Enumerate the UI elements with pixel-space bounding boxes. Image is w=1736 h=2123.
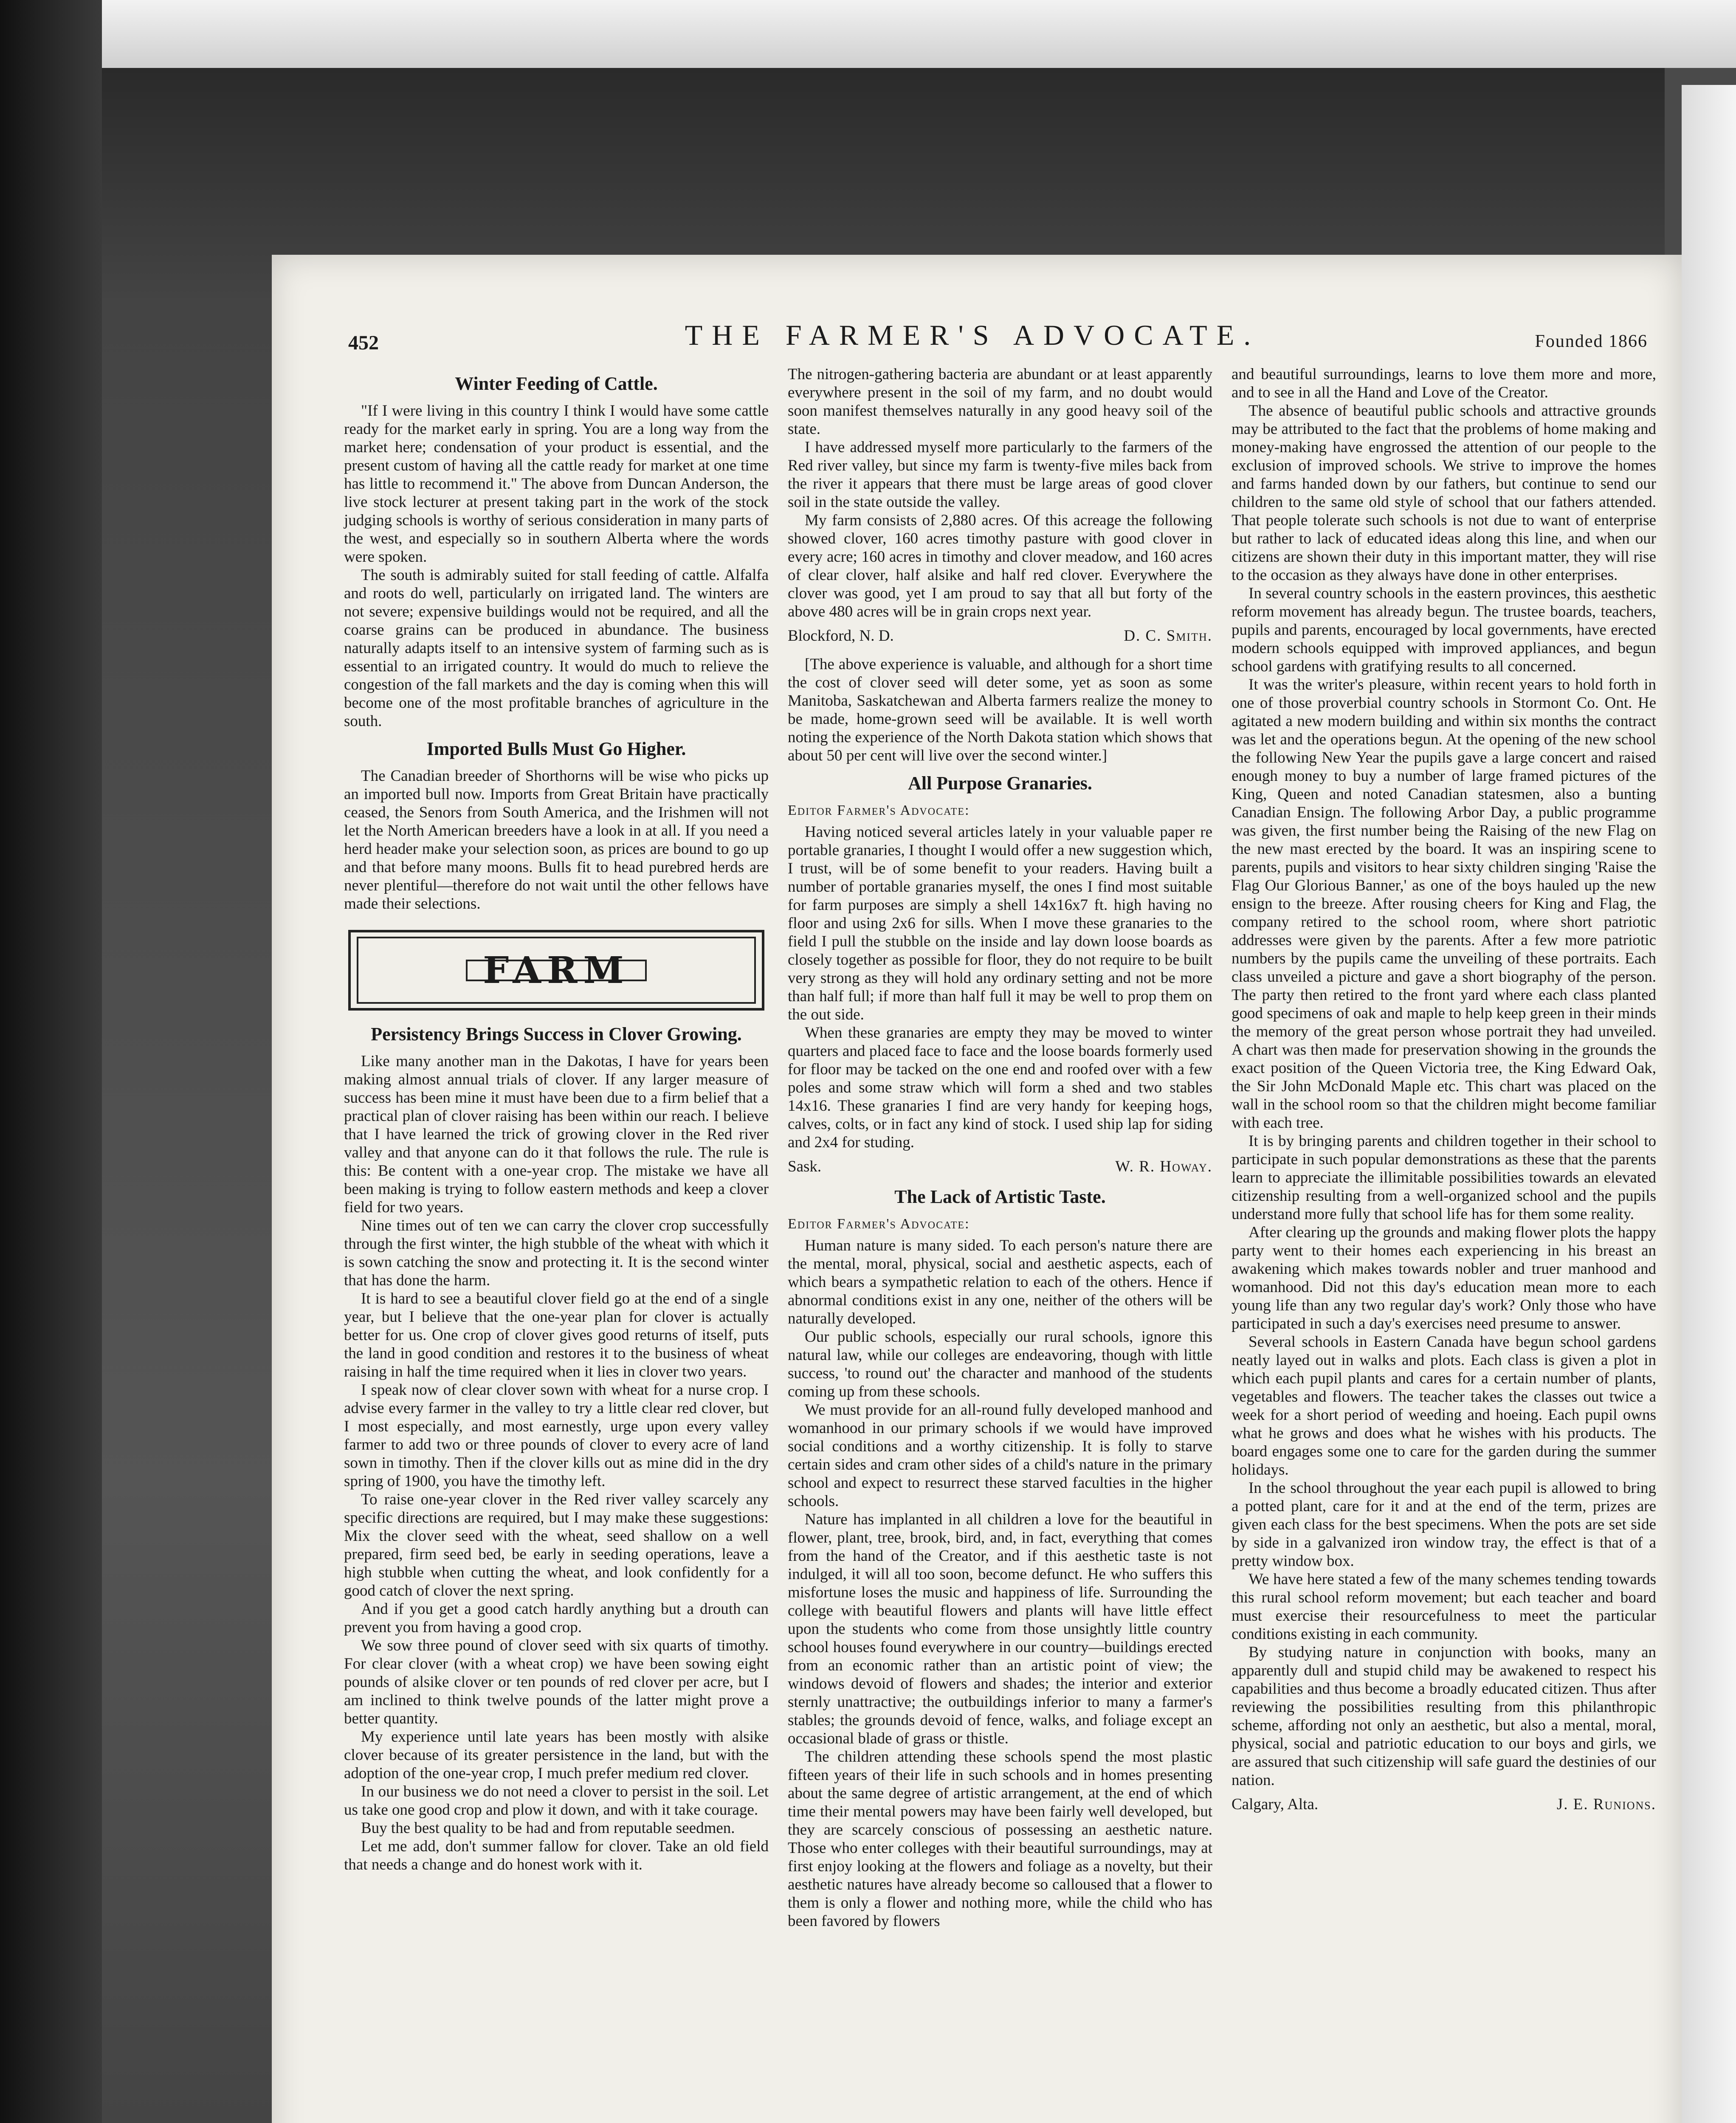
founded-note: Founded 1866 — [1535, 332, 1648, 351]
paragraph: I have addressed myself more particularly to the farmers of the Red river valley, but since my farm is twenty-five miles back from the river it appears that there must be large areas of good clover soil in the state outside the valley. — [788, 439, 1212, 511]
farm-banner-frame — [357, 937, 756, 1004]
signature-place: Blockford, N. D. — [788, 627, 894, 645]
paragraph: We sow three pound of clover seed with six quarts of timothy. For clear clover (with a wheat crop) we have been sowing eight pounds of alsike clover or ten pounds of red clover per acre, but I am inclined to think twelve pounds of the latter might prove a better quantity. — [344, 1637, 769, 1727]
masthead-title: THE FARMER'S ADVOCATE. — [685, 319, 1260, 351]
paragraph: I speak now of clear clover sown with wheat for a nurse crop. I advise every farmer in the valley to try a little clear red clover, but I most especially, and most earnestly, urge upon every valley farmer to add two or three pounds of clover to every acre of land sown in timothy. Then if the clover kills out as mine did in the dry spring of 1900, you have the timothy left. — [344, 1381, 769, 1490]
signature-place: Sask. — [788, 1158, 822, 1175]
running-head — [272, 318, 1682, 369]
article-title-granaries: All Purpose Granaries. — [908, 773, 1092, 794]
page-edge-right — [1682, 85, 1736, 2123]
paragraph: By studying nature in conjunction with books, many an apparently dull and stupid child may be awakened to respect his capabilities and thus become a broadly educated citizen. Thus after reviewing the possibilities resulting from this philanthropic scheme, affording not only an aesthetic, but also a mental, moral, physical, social and patriotic education to our boys and girls, we are assured that such citizenship will safe guard the destinies of our nation. — [1232, 1644, 1656, 1789]
paragraph: The Canadian breeder of Shorthorns will be wise who picks up an imported bull now. Imports from Great Britain have practically ceased, the Senors from South America, and the Irishmen will not let the North American breeders have a look in at all. If you need a herd header make your selection soon, as prices are bound to go up and that before many moons. Bulls fit to head purebred herds are never plentiful—therefore do not wait until the other fellows have made their selections. — [344, 767, 769, 912]
paragraph: Nine times out of ten we can carry the clover crop successfully through the first winter, the high stubble of the wheat with which it is sown catching the snow and protecting it. It is the second winter that has done the harm. — [344, 1217, 769, 1289]
paragraph: Nature has implanted in all children a love for the beautiful in flower, plant, tree, brook, bird, and, in fact, everything that comes from the hand of the Creator, and if this aesthetic taste is not indulged, it will all too soon, become defunct. He who suffers this misfortune loses the music and happiness of life. Surrounding the college with beautiful flowers and plants will have little effect upon the students who come from those unsightly little country school houses found everywhere in our country—buildings erected from an economic rather than an artistic point of view; the windows devoid of flowers and shades; the interior and exterior sternly unattractive; the outbuildings inferior to many a farmer's stables; the grounds devoid of fence, walks, and foliage except an occasional blade of grass or thistle. — [788, 1511, 1212, 1747]
paragraph: In our business we do not need a clover to persist in the soil. Let us take one good crop and plow it down, and with it take courage. — [344, 1783, 769, 1819]
column-2 — [788, 365, 1212, 1930]
paragraph: My farm consists of 2,880 acres. Of this acreage the following showed clover, 160 acres timothy pasture with good clover in every acre; 160 acres in timothy and clover meadow, and 160 acres of clear clover, half alsike and half red clover. Everywhere the clover was good, yet I am proud to say that all but forty of the above 480 acres will be in grain crops next year. — [788, 512, 1212, 620]
paragraph: We have here stated a few of the many schemes tending towards this rural school reform movement; but each teacher and board must exercise their resourcefulness to meet the particular conditions existing in each community. — [1232, 1571, 1656, 1643]
signature-name: W. R. Howay. — [1115, 1158, 1212, 1175]
paragraph: Several schools in Eastern Canada have begun school gardens neatly layed out in walks and plots. Each class is given a plot in which each pupil plants and cares for a certain number of plants, vegetables and flowers. The teacher takes the classes out twice a week for a short period of weeding and hoeing. Each pupil owns what he grows and does what he wishes with his products. The board engages some one to care for the garden during the summer holidays. — [1232, 1333, 1656, 1478]
paragraph: My experience until late years has been mostly with alsike clover because of its greater persistence in the land, but with the adoption of the one-year crop, I much prefer medium red clover. — [344, 1728, 769, 1782]
signature-place: Calgary, Alta. — [1232, 1796, 1319, 1813]
paragraph: The absence of beautiful public schools and attractive grounds may be attributed to the fact that the problems of home making and money-making have engrossed the attention of our people to the exclusion of improved schools. We strive to improve the homes and farms handed down by our fathers, but continue to send our children to the same old style of school that our fathers attended. That people tolerate such schools is not due to want of enterprise but rather to lack of educated ideas along this line, and when our citizens are shown their duty in this important matter, they will rise to the occasion as they always have done in other enterprises. — [1232, 402, 1656, 584]
paragraph: and beautiful surroundings, learns to love them more and more, and to see in all the Hand and Love of the Creator. — [1232, 366, 1656, 401]
paragraph: Buy the best quality to be had and from reputable seedmen. — [361, 1819, 735, 1837]
editor-salutation: Editor Farmer's Advocate: — [788, 802, 970, 818]
paragraph: The south is admirably suited for stall feeding of cattle. Alfalfa and roots do well, particularly on irrigated land. The winters are not severe; expensive buildings would not be required, and all the coarse grains can be produced in abundance. The business naturally adapts itself to an intensive system of farming such as is essential to an irrigated country. It would do much to relieve the congestion of the fall markets and the day is coming when this will become one of the most profitable branches of agriculture in the south. — [344, 566, 769, 730]
article-title-artistic-taste: The Lack of Artistic Taste. — [894, 1186, 1106, 1207]
article-title-clover: Persistency Brings Success in Clover Growing. — [371, 1024, 742, 1045]
paragraph: The nitrogen-gathering bacteria are abundant or at least apparently everywhere present in the soil of my farm, and no doubt would soon manifest themselves naturally in any good heavy soil of the state. — [788, 366, 1212, 438]
paragraph: In the school throughout the year each pupil is allowed to bring a potted plant, care for it and at the end of the term, prizes are given each class for the best specimens. When the pots are set side by side in a galvanized iron window tray, the effect is that of a pretty window box. — [1232, 1479, 1656, 1570]
editor-note: [The above experience is valuable, and although for a short time the cost of clover seed will deter some, yet as soon as some Manitoba, Saskatchewan and Alberta farmers realize the money to be made, home-grown seed will be available. It is well worth noting the experience of the North Dakota station which shows that about 50 per cent will live over the second winter.] — [788, 656, 1212, 764]
paragraph: Our public schools, especially our rural schools, ignore this natural law, while our colleges are endeavoring, though with little success, 'to round out' the character and manhood of the students coming up from these schools. — [788, 1328, 1212, 1400]
paragraph: The children attending these schools spend the most plastic fifteen years of their life in such schools and in homes presenting about the same degree of artistic arrangement, at the end of which time their mental powers may have been fairly well developed, but they are scarcely conscious of possessing an aesthetic nature. Those who enter colleges with their beautiful surroundings, may at first enjoy looking at the flowers and foliage as a novelty, but their aesthetic natures have already become so calloused that a flower to them is only a flower and nothing more, while the child who has been favored by flowers — [788, 1748, 1212, 1930]
paragraph: It was the writer's pleasure, within recent years to hold forth in one of those proverbial country schools in Stormont Co. Ont. He agitated a new modern building and within six months the contract was let and the operations begun. At the opening of the new school the following New Year the pupils gave a large concert and raised enough money to buy a number of large framed pictures of the King, Queen and noted Canadian statesmen, also a bunting Canadian Ensign. The following Arbor Day, a public programme was given, the first number being the Raising of the new Flag on the new mast erected by the board. It was an inspiring scene to parents, pupils and visitors to hear sixty children singing 'Raise the Flag Our Glorious Banner,' as one of the boys hauled up the new ensign to the breeze. After rousing cheers for King and Flag, the company retired to the school room, where short patriotic addresses were given by the parents. After a few more patriotic numbers by the pupils came the unveiling of these portraits. Each class unveiled a picture and gave a short biography of the person. The party then retired to the front yard where each class planted good specimens of oak and maple to help keep green in their minds the memory of the great person whose portrait they had unveiled. A chart was then made for preservation showing in the grounds the exact position of the Queen Victoria tree, the King Edward Oak, the Sir John McDonald Maple etc. This chart was placed on the wall in the school room so that the children might become familiar with each tree. — [1232, 676, 1656, 1132]
paragraph: When these granaries are empty they may be moved to winter quarters and placed face to face and the loose boards formerly used for floor may be tacked on the one end and roofed over with a few poles and some straw which will form a shed and two stables 14x16. These granaries I find are very handy for keeping hogs, calves, colts, or in fact any kind of stock. I used ship lap for siding and 2x4 for studing. — [788, 1024, 1212, 1151]
newspaper-page — [272, 255, 1682, 2123]
paragraph: "If I were living in this country I think I would have some cattle ready for the market early in spring. You are a long way from the market here; condensation of your product is essential, and the present custom of having all the cattle ready for market at one time has little to recommend it." The above from Duncan Anderson, the live stock lecturer at present taking part in the work of the stock judging schools is worthy of serious consideration in many parts of the west, and especially so in southern Alberta where the words were spoken. — [344, 402, 769, 566]
paragraph: In several country schools in the eastern provinces, this aesthetic reform movement has already begun. The trustee boards, teachers, pupils and parents, encouraged by local governments, have erected modern schools equipped with improved appliances, and begun school gardens with gratifying results to all concerned. — [1232, 585, 1656, 675]
scan-background-top — [0, 0, 1736, 68]
paragraph: It is hard to see a beautiful clover field go at the end of a single year, but I believe that the one-year plan for clover is actually better for us. One crop of clover gives good returns of itself, puts the land in good condition and restores it to the business of wheat raising in half the time required when it lies in clover two years. — [344, 1290, 769, 1380]
farm-section-label: FARM — [466, 960, 646, 981]
paragraph: After clearing up the grounds and making flower plots the happy party went to their homes each experiencing in his breast an awakening which makes towards nobler and truer manhood and womanhood. Did not this day's education mean more to each young life than any two regular day's work? Only those who have participated in such a day's exercises need presume to answer. — [1232, 1224, 1656, 1332]
article-title-imported-bulls: Imported Bulls Must Go Higher. — [426, 738, 686, 759]
paragraph: It is by bringing parents and children together in their school to participate in such popular demonstrations as these that the parents learn to appreciate the illimitable possibilities towards an elevated citizenship resulting from a well-organized school and the pupils understand more fully that school life has for them some reality. — [1232, 1132, 1656, 1223]
paragraph: And if you get a good catch hardly anything but a drouth can prevent you from having a good crop. — [344, 1600, 769, 1636]
paragraph: Like many another man in the Dakotas, I have for years been making almost annual trials of clover. If any larger measure of success has been mine it must have been due to a firm belief that a practical plan of clover raising has been within our reach. I believe that I have learned the trick of growing clover in the Red river valley and that anyone can do it that follows the rule. The rule is this: Be content with a one-year crop. The mistake we have all been making is trying to follow eastern methods and keep a clover field for two years. — [344, 1053, 769, 1216]
column-3 — [1232, 365, 1656, 1824]
paragraph: Having noticed several articles lately in your valuable paper re portable granaries, I thought I would offer a new suggestion which, I trust, will be of some benefit to your readers. Having built a number of portable granaries myself, the ones I find most suitable for farm purposes are simply a shell 14x16x7 ft. high having no floor and using 2x6 for sills. When I move these granaries to the field I pull the stubble on the inside and lay down loose boards as closely together as possible for floor, they do not require to be built very strong as they will hold any ordinary setting and not be more than half full; if more than half full it may be well to prop them on the out side. — [788, 823, 1212, 1023]
signature-howay — [788, 1157, 1212, 1176]
paragraph: Human nature is many sided. To each person's nature there are the mental, moral, physical, social and aesthetic aspects, each of which bears a sympathetic relation to each of the others. Hence if abnormal conditions exist in any one, neither of the others will be naturally developed. — [788, 1237, 1212, 1327]
signature-name: J. E. Runions. — [1556, 1796, 1656, 1813]
paragraph: We must provide for an all-round fully developed manhood and womanhood in our primary schools if we would have improved social conditions and a worthy citizenship. It is folly to starve certain sides and cram other sides of a child's nature in the primary school and expect to resurrect these starved faculties in the higher schools. — [788, 1401, 1212, 1510]
paragraph: To raise one-year clover in the Red river valley scarcely any specific directions are required, but I may make these suggestions: Mix the clover seed with the wheat, seed shallow on a well prepared, firm seed bed, be early in seeding operations, leave a high stubble when cutting the wheat, and look confidently for a good catch of clover the next spring. — [344, 1491, 769, 1599]
page-number: 452 — [348, 332, 379, 354]
signature-smith — [788, 627, 1212, 645]
scan-background-left — [0, 0, 102, 2123]
column-1 — [344, 365, 769, 1874]
editor-salutation: Editor Farmer's Advocate: — [788, 1216, 970, 1232]
paragraph: Let me add, don't summer fallow for clover. Take an old field that needs a change and do honest work with it. — [344, 1838, 769, 1873]
farm-section-banner — [348, 930, 764, 1011]
signature-name: D. C. Smith. — [1124, 627, 1212, 645]
signature-runions — [1232, 1795, 1656, 1813]
article-title-winter-feeding: Winter Feeding of Cattle. — [455, 373, 658, 394]
